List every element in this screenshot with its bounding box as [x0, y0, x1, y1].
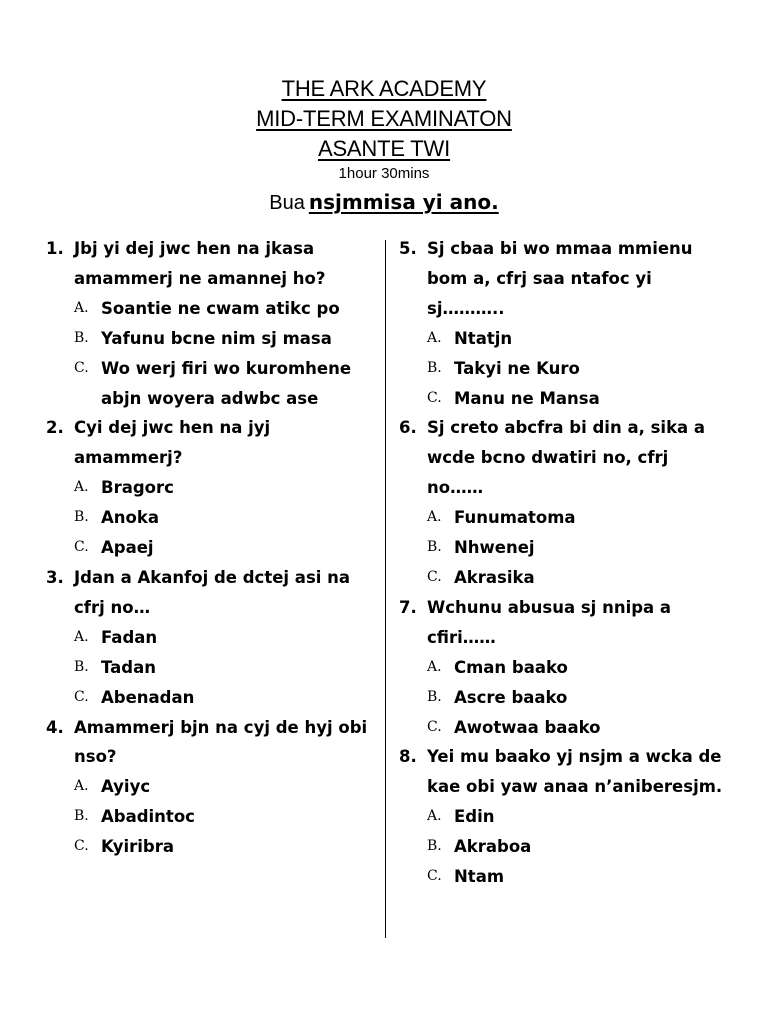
option-text: Anoka	[101, 508, 159, 528]
option-text: Wo werj firi wo kuromhene abjn woyera adwbc ase	[101, 358, 352, 408]
school-name: THE ARK ACADEMY	[281, 76, 487, 101]
answer-options	[427, 802, 729, 892]
option-letter: B.	[74, 808, 89, 825]
option-text: Abenadan	[101, 687, 195, 707]
answer-options	[427, 324, 729, 414]
option-a	[427, 802, 729, 832]
question-8	[399, 742, 729, 892]
option-a	[74, 772, 372, 802]
option-letter: B.	[74, 658, 89, 675]
option-text: Apaej	[101, 538, 154, 558]
option-text: Takyi ne Kuro	[454, 358, 580, 378]
question-number: 4.	[46, 717, 64, 737]
question-number: 2.	[46, 418, 64, 438]
question-text: Cyi dej jwc hen na jyj amammerj?	[74, 418, 271, 468]
option-c	[74, 832, 372, 862]
option-letter: C.	[427, 718, 442, 735]
exam-instruction	[0, 187, 768, 220]
option-letter: C.	[74, 838, 89, 855]
answer-options	[74, 473, 372, 563]
option-letter: A.	[427, 329, 442, 346]
option-text: Soantie ne cwam atikc po	[101, 298, 340, 318]
question-number: 8.	[399, 747, 417, 767]
answer-options	[427, 503, 729, 593]
exam-title: MID-TERM EXAMINATON	[256, 106, 512, 131]
option-letter: B.	[74, 509, 89, 526]
option-letter: C.	[427, 389, 442, 406]
exam-header	[0, 74, 768, 220]
option-letter: A.	[74, 778, 89, 795]
question-text: Jdan a Akanfoj de dctej asi na cfrj no…	[74, 567, 351, 617]
option-letter: A.	[427, 509, 442, 526]
option-text: Ayiyc	[101, 777, 151, 797]
option-c	[427, 862, 729, 892]
option-c	[427, 563, 729, 593]
option-letter: B.	[427, 688, 442, 705]
question-5	[399, 234, 729, 413]
answer-options	[74, 623, 372, 713]
option-c	[74, 354, 372, 414]
question-text: Sj creto abcfra bi din a, sika a wcde bcno dwatiri no, cfrj no……	[427, 418, 706, 498]
question-6	[399, 413, 729, 592]
option-text: Edin	[454, 807, 495, 827]
option-c	[74, 533, 372, 563]
option-letter: B.	[427, 539, 442, 556]
option-text: Yafunu bcne nim sj masa	[101, 328, 332, 348]
option-text: Cman baako	[454, 657, 568, 677]
exam-duration: 1hour 30mins	[338, 165, 430, 182]
question-number: 6.	[399, 418, 417, 438]
option-text: Bragorc	[101, 478, 174, 498]
option-letter: C.	[427, 868, 442, 885]
option-text: Awotwaa baako	[454, 717, 601, 737]
option-c	[427, 713, 729, 743]
option-text: Akraboa	[454, 837, 532, 857]
option-letter: A.	[427, 658, 442, 675]
option-text: Tadan	[101, 657, 156, 677]
option-letter: C.	[74, 688, 89, 705]
question-7	[399, 593, 729, 743]
option-b	[427, 683, 729, 713]
option-text: Akrasika	[454, 567, 535, 587]
option-letter: A.	[74, 628, 89, 645]
option-text: Nhwenej	[454, 538, 535, 558]
option-letter: C.	[74, 359, 89, 376]
question-text: Amammerj bjn na cyj de hyj obi nso?	[74, 717, 368, 767]
option-a	[74, 473, 372, 503]
option-letter: B.	[427, 838, 442, 855]
option-c	[427, 384, 729, 414]
option-letter: A.	[74, 479, 89, 496]
option-text: Abadintoc	[101, 807, 195, 827]
option-b	[74, 653, 372, 683]
option-letter: C.	[427, 568, 442, 585]
option-text: Funumatoma	[454, 508, 576, 528]
option-text: Ntatjn	[454, 328, 513, 348]
option-letter: A.	[74, 299, 89, 316]
option-letter: B.	[74, 329, 89, 346]
questions-column-right	[399, 234, 729, 892]
question-number: 3.	[46, 567, 64, 587]
question-number: 1.	[46, 239, 64, 258]
option-b	[74, 324, 372, 354]
option-letter: A.	[427, 808, 442, 825]
question-4	[46, 713, 372, 863]
subject-title: ASANTE TWI	[317, 136, 451, 161]
option-b	[74, 503, 372, 533]
question-1	[46, 234, 372, 413]
question-text: Wchunu abusua sj nnipa a cfiri……	[427, 597, 672, 647]
question-3	[46, 563, 372, 713]
question-2	[46, 413, 372, 563]
column-divider	[385, 240, 386, 938]
option-text: Manu ne Mansa	[454, 388, 600, 408]
option-letter: B.	[427, 359, 442, 376]
option-a	[427, 653, 729, 683]
answer-options	[74, 772, 372, 862]
option-b	[74, 802, 372, 832]
option-b	[427, 832, 729, 862]
option-letter: C.	[74, 539, 89, 556]
answer-options	[427, 653, 729, 743]
option-a	[427, 503, 729, 533]
option-c	[74, 683, 372, 713]
option-a	[74, 294, 372, 324]
option-b	[427, 354, 729, 384]
instruction-lead: Bua	[269, 192, 305, 214]
question-number: 5.	[399, 239, 417, 258]
option-b	[427, 533, 729, 563]
option-text: Kyiribra	[101, 837, 175, 857]
question-text: Jbj yi dej jwc hen na jkasa amammerj ne amannej ho?	[74, 239, 326, 288]
option-a	[427, 324, 729, 354]
answer-options	[74, 294, 372, 414]
questions-column-left	[46, 234, 372, 862]
option-text: Fadan	[101, 627, 158, 647]
question-number: 7.	[399, 597, 417, 617]
question-text: Yei mu baako yj nsjm a wcka de kae obi yaw anaa n’aniberesjm.	[427, 747, 723, 797]
option-text: Ntam	[454, 867, 505, 887]
question-text: Sj cbaa bi wo mmaa mmienu bom a, cfrj saa ntafoc yi sj………..	[427, 239, 693, 318]
option-text: Ascre baako	[454, 687, 568, 707]
option-a	[74, 623, 372, 653]
instruction-text: nsjmmisa yi ano.	[308, 190, 499, 214]
